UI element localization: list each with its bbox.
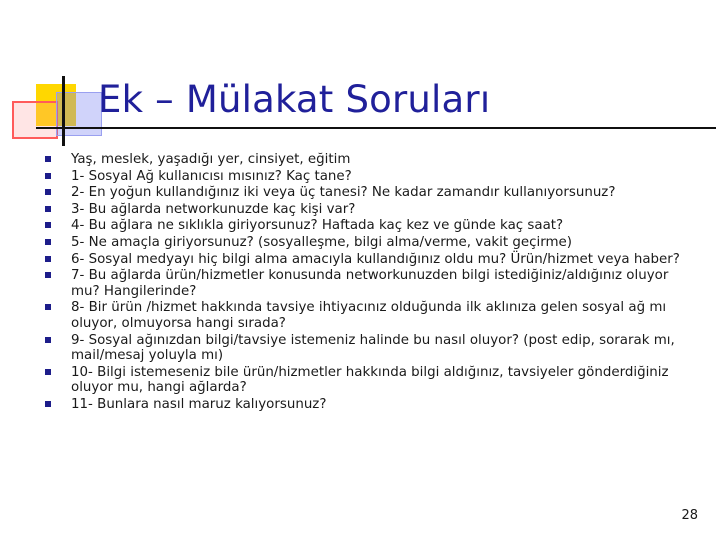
bullet-icon: [45, 156, 51, 162]
list-item: [40, 365, 700, 396]
list-item: [40, 268, 700, 299]
bullet-icon: [45, 206, 51, 212]
bullet-icon: [45, 401, 51, 407]
list-item: [40, 152, 700, 168]
bullet-icon: [45, 222, 51, 228]
list-item-text: 9- Sosyal ağınızdan bilgi/tavsiye istemeniz halinde bu nasıl oluyor? (post edip, sorarak mı, mail/mesaj yoluyla mı): [71, 332, 675, 364]
bullet-icon: [45, 369, 51, 375]
list-item: [40, 235, 700, 251]
title-underline: [36, 127, 716, 129]
list-item-text: 3- Bu ağlarda networkunuzde kaç kişi var?: [71, 201, 356, 217]
question-list: [40, 152, 700, 414]
list-item: [40, 300, 700, 331]
logo-vertical-line: [62, 76, 65, 146]
list-item: [40, 252, 700, 268]
list-item-text: 2- En yoğun kullandığınız iki veya üç tanesi? Ne kadar zamandır kullanıyorsunuz?: [71, 185, 616, 201]
bullet-icon: [45, 239, 51, 245]
list-item: [40, 397, 700, 413]
list-item: [40, 185, 700, 201]
bullet-icon: [45, 337, 51, 343]
list-item-text: 11- Bunlara nasıl maruz kalıyorsunuz?: [71, 396, 327, 412]
bullet-icon: [45, 189, 51, 195]
list-item-text: 8- Bir ürün /hizmet hakkında tavsiye ihtiyacınız olduğunda ilk aklınıza gelen sosyal ağ mı oluyor, olmuyorsa hangi sırada?: [71, 300, 667, 331]
bullet-icon: [45, 272, 51, 278]
list-item-text: 5- Ne amaçla giriyorsunuz? (sosyalleşme, bilgi alma/verme, vakit geçirme): [71, 234, 573, 250]
list-item: [40, 218, 700, 234]
list-item: [40, 333, 700, 364]
page-number: 28: [681, 508, 698, 523]
list-item: [40, 202, 700, 218]
list-item-text: 7- Bu ağlarda ürün/hizmetler konusunda networkunuzden bilgi istediğiniz/aldığınız oluyor mu? Hangilerinde?: [71, 268, 669, 299]
list-item-text: 6- Sosyal medyayı hiç bilgi alma amacıyla kullandığınız oldu mu? Ürün/hizmet veya haber?: [71, 251, 680, 267]
list-item-text: 1- Sosyal Ağ kullanıcısı mısınız? Kaç tane?: [71, 168, 352, 184]
list-item: [40, 169, 700, 185]
bullet-icon: [45, 256, 51, 262]
bullet-icon: [45, 304, 51, 310]
list-item-text: Yaş, meslek, yaşadığı yer, cinsiyet, eğitim: [71, 152, 351, 167]
bullet-icon: [45, 173, 51, 179]
logo-red-square: [12, 101, 58, 139]
slide-title: Ek – Mülakat Soruları: [98, 78, 491, 121]
list-item-text: 4- Bu ağlara ne sıklıkla giriyorsunuz? Haftada kaç kez ve günde kaç saat?: [71, 218, 564, 234]
list-item-text: 10- Bilgi istemeseniz bile ürün/hizmetler hakkında bilgi aldığınız, tavsiyeler gönderdiğiniz oluyor mu, hangi ağlarda?: [71, 364, 669, 396]
